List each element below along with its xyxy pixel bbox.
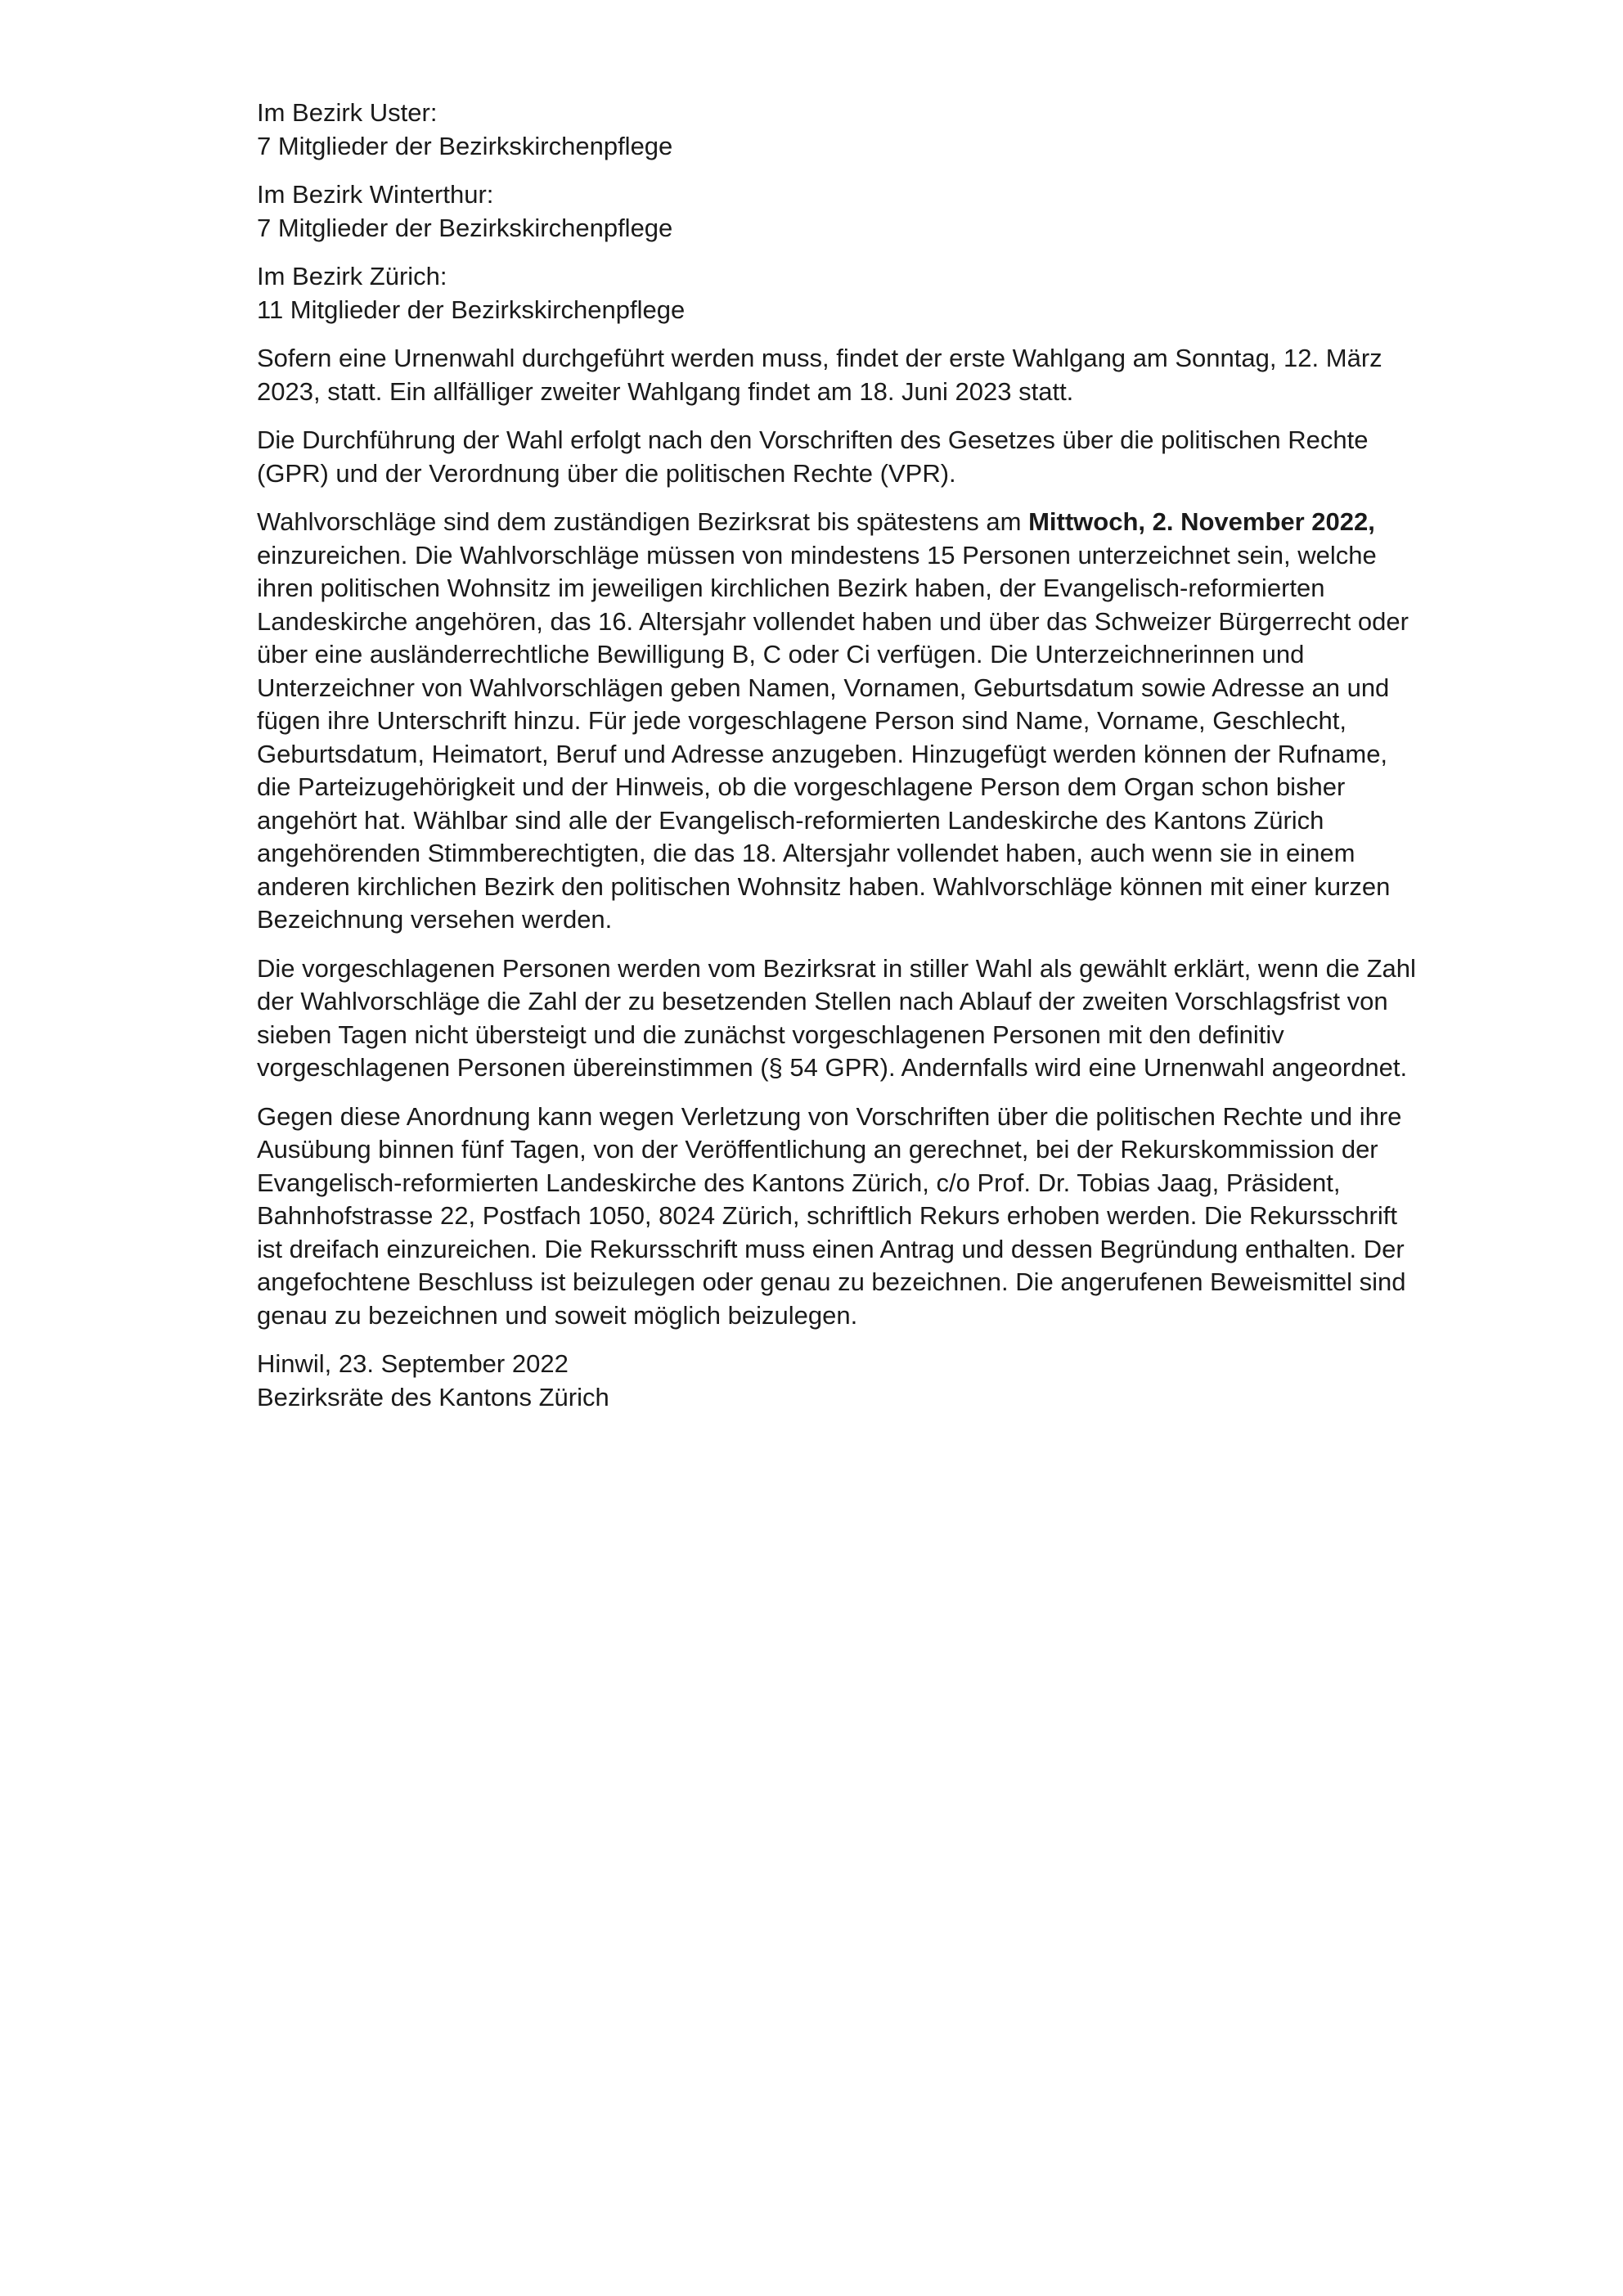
district-heading: Im Bezirk Uster:	[257, 98, 438, 127]
paragraph-stille-wahl: Die vorgeschlagenen Personen werden vom Bezirksrat in stiller Wahl als gewählt erklärt, wenn die Zahl der Wahlvorschläge die Zahl der zu besetzenden Stellen nach Ablauf der zweiten Vorschlagsfrist von sieben Tagen nicht übersteigt und die zunächst vorgeschlagenen Personen mit den definitiv vorgeschlagenen Personen übereinstimmen (§ 54 GPR). Andernfalls wird eine Urnenwahl angeordnet.	[257, 953, 1416, 1082]
district-block-winterthur	[257, 178, 1418, 245]
document-body	[257, 97, 1418, 1429]
signature-block	[257, 1348, 1418, 1414]
district-members: 11 Mitglieder der Bezirkskirchenpflege	[257, 295, 686, 324]
district-members: 7 Mitglieder der Bezirkskirchenpflege	[257, 131, 673, 160]
signature-place-date: Hinwil, 23. September 2022	[257, 1349, 569, 1378]
district-block-zuerich	[257, 260, 1418, 326]
signature-authority: Bezirksräte des Kantons Zürich	[257, 1382, 609, 1411]
paragraph-urnenwahl: Sofern eine Urnenwahl durchgeführt werden muss, findet der erste Wahlgang am Sonntag, 12. März 2023, statt. Ein allfälliger zweiter Wahlgang findet am 18. Juni 2023 statt.	[257, 344, 1382, 406]
paragraph-durchfuehrung: Die Durchführung der Wahl erfolgt nach den Vorschriften des Gesetzes über die politischen Rechte (GPR) und der Verordnung über die politischen Rechte (VPR).	[257, 425, 1369, 488]
district-members: 7 Mitglieder der Bezirkskirchenpflege	[257, 213, 673, 242]
paragraph-wahlvorschlaege	[257, 506, 1418, 937]
paragraph-rekurs: Gegen diese Anordnung kann wegen Verletzung von Vorschriften über die politischen Rechte und ihre Ausübung binnen fünf Tagen, von der Veröffentlichung an gerechnet, bei der Rekurskommission der Evangelisch-reformierten Landeskirche des Kantons Zürich, c/o Prof. Dr. Tobias Jaag, Präsident, Bahnhofstrasse 22, Postfach 1050, 8024 Zürich, schriftlich Rekurs erhoben werden. Die Rekursschrift ist dreifach einzureichen. Die Rekursschrift muss einen Antrag und dessen Begründung enthalten. Der angefochtene Beschluss ist beizulegen oder genau zu bezeichnen. Die angerufenen Beweismittel sind genau zu bezeichnen und soweit möglich beizulegen.	[257, 1101, 1406, 1330]
wahlvorschlaege-rest: einzureichen. Die Wahlvorschläge müssen von mindestens 15 Personen unterzeichnet sein, welche ihren politischen Wohnsitz im jeweiligen kirchlichen Bezirk haben, der Evangelisch-reformierten Landeskirche angehören, das 16. Altersjahr vollendet haben und über das Schweizer Bürgerrecht oder über eine ausländerrechtliche Bewilligung B, C oder Ci verfügen. Die Unterzeichnerinnen und Unterzeichner von Wahlvorschlägen geben Namen, Vornamen, Geburtsdatum sowie Adresse an und fügen ihre Unterschrift hinzu. Für jede vorgeschlagene Person sind Name, Vorname, Geschlecht, Geburtsdatum, Heimatort, Beruf und Adresse anzugeben. Hinzugefügt werden können der Rufname, die Parteizugehörigkeit und der Hinweis, ob die vorgeschlagene Person dem Organ schon bisher angehört hat. Wählbar sind alle der Evangelisch-reformierten Landeskirche des Kantons Zürich angehörenden Stimmberechtigten, die das 18. Altersjahr vollendet haben, auch wenn sie in einem anderen kirchlichen Bezirk den politischen Wohnsitz haben. Wahlvorschläge können mit einer kurzen Bezeichnung versehen werden.	[257, 540, 1409, 934]
wahlvorschlaege-intro: Wahlvorschläge sind dem zuständigen Bezirksrat bis spätestens am	[257, 507, 1029, 536]
district-block-uster	[257, 97, 1418, 163]
district-heading: Im Bezirk Zürich:	[257, 262, 447, 290]
district-heading: Im Bezirk Winterthur:	[257, 180, 494, 209]
wahlvorschlaege-deadline: Mittwoch, 2. November 2022,	[1028, 507, 1375, 536]
